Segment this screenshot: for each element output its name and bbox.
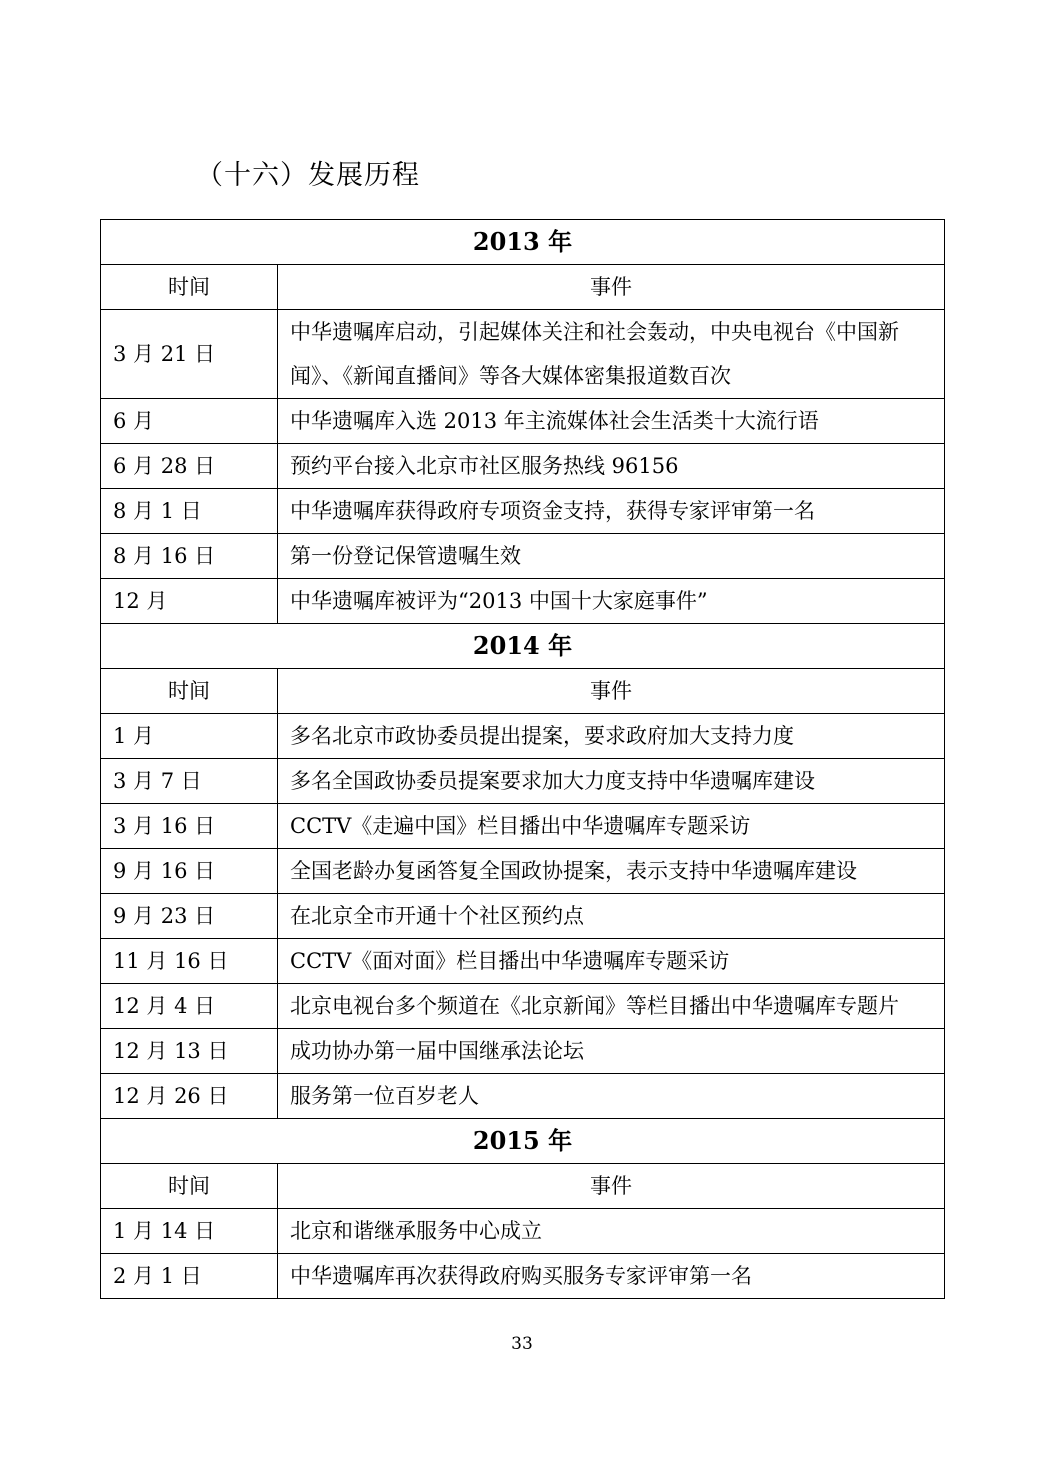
table-row	[101, 489, 945, 534]
year-heading: 2014 年	[101, 624, 945, 669]
timeline-table	[100, 219, 945, 1299]
event-cell: 服务第一位百岁老人	[278, 1074, 945, 1119]
event-cell: 多名北京市政协委员提出提案，要求政府加大支持力度	[278, 714, 945, 759]
table-row	[101, 804, 945, 849]
event-cell: 在北京全市开通十个社区预约点	[278, 894, 945, 939]
column-header-date: 时间	[101, 1164, 278, 1209]
table-row	[101, 894, 945, 939]
date-cell: 11 月 16 日	[101, 939, 278, 984]
date-cell: 12 月	[101, 579, 278, 624]
date-cell: 9 月 23 日	[101, 894, 278, 939]
date-cell: 8 月 16 日	[101, 534, 278, 579]
table-row	[101, 759, 945, 804]
date-cell: 2 月 1 日	[101, 1254, 278, 1299]
event-cell: 中华遗嘱库启动，引起媒体关注和社会轰动，中央电视台《中国新闻》、《新闻直播间》等各大媒体密集报道数百次	[278, 310, 945, 399]
column-header-row	[101, 1164, 945, 1209]
year-heading: 2013 年	[101, 220, 945, 265]
event-cell: 成功协办第一届中国继承法论坛	[278, 1029, 945, 1074]
date-cell: 1 月	[101, 714, 278, 759]
event-cell: CCTV《走遍中国》栏目播出中华遗嘱库专题采访	[278, 804, 945, 849]
event-cell: 全国老龄办复函答复全国政协提案，表示支持中华遗嘱库建设	[278, 849, 945, 894]
date-cell: 3 月 21 日	[101, 310, 278, 399]
table-row	[101, 1254, 945, 1299]
date-cell: 6 月	[101, 399, 278, 444]
year-row	[101, 624, 945, 669]
date-cell: 3 月 16 日	[101, 804, 278, 849]
column-header-event: 事件	[278, 265, 945, 310]
date-cell: 9 月 16 日	[101, 849, 278, 894]
table-row	[101, 579, 945, 624]
table-row	[101, 984, 945, 1029]
section-title: （十六）发展历程	[196, 160, 420, 191]
date-cell: 3 月 7 日	[101, 759, 278, 804]
page-number: 33	[511, 1334, 533, 1354]
table-row	[101, 444, 945, 489]
event-cell: 中华遗嘱库再次获得政府购买服务专家评审第一名	[278, 1254, 945, 1299]
year-heading: 2015 年	[101, 1119, 945, 1164]
event-cell: 北京电视台多个频道在《北京新闻》等栏目播出中华遗嘱库专题片	[278, 984, 945, 1029]
column-header-event: 事件	[278, 1164, 945, 1209]
table-row	[101, 714, 945, 759]
event-cell: 第一份登记保管遗嘱生效	[278, 534, 945, 579]
event-cell: 中华遗嘱库获得政府专项资金支持，获得专家评审第一名	[278, 489, 945, 534]
column-header-date: 时间	[101, 669, 278, 714]
column-header-date: 时间	[101, 265, 278, 310]
column-header-row	[101, 265, 945, 310]
event-cell: 多名全国政协委员提案要求加大力度支持中华遗嘱库建设	[278, 759, 945, 804]
event-cell: 预约平台接入北京市社区服务热线 96156	[278, 444, 945, 489]
table-row	[101, 849, 945, 894]
event-cell: 北京和谐继承服务中心成立	[278, 1209, 945, 1254]
table-row	[101, 1209, 945, 1254]
event-cell: CCTV《面对面》栏目播出中华遗嘱库专题采访	[278, 939, 945, 984]
year-row	[101, 220, 945, 265]
date-cell: 1 月 14 日	[101, 1209, 278, 1254]
table-row	[101, 1074, 945, 1119]
column-header-event: 事件	[278, 669, 945, 714]
event-cell: 中华遗嘱库入选 2013 年主流媒体社会生活类十大流行语	[278, 399, 945, 444]
date-cell: 12 月 26 日	[101, 1074, 278, 1119]
date-cell: 6 月 28 日	[101, 444, 278, 489]
date-cell: 12 月 13 日	[101, 1029, 278, 1074]
table-row	[101, 1029, 945, 1074]
date-cell: 12 月 4 日	[101, 984, 278, 1029]
date-cell: 8 月 1 日	[101, 489, 278, 534]
event-cell: 中华遗嘱库被评为“2013 中国十大家庭事件”	[278, 579, 945, 624]
year-row	[101, 1119, 945, 1164]
table-row	[101, 939, 945, 984]
column-header-row	[101, 669, 945, 714]
table-row	[101, 310, 945, 399]
table-row	[101, 534, 945, 579]
table-row	[101, 399, 945, 444]
